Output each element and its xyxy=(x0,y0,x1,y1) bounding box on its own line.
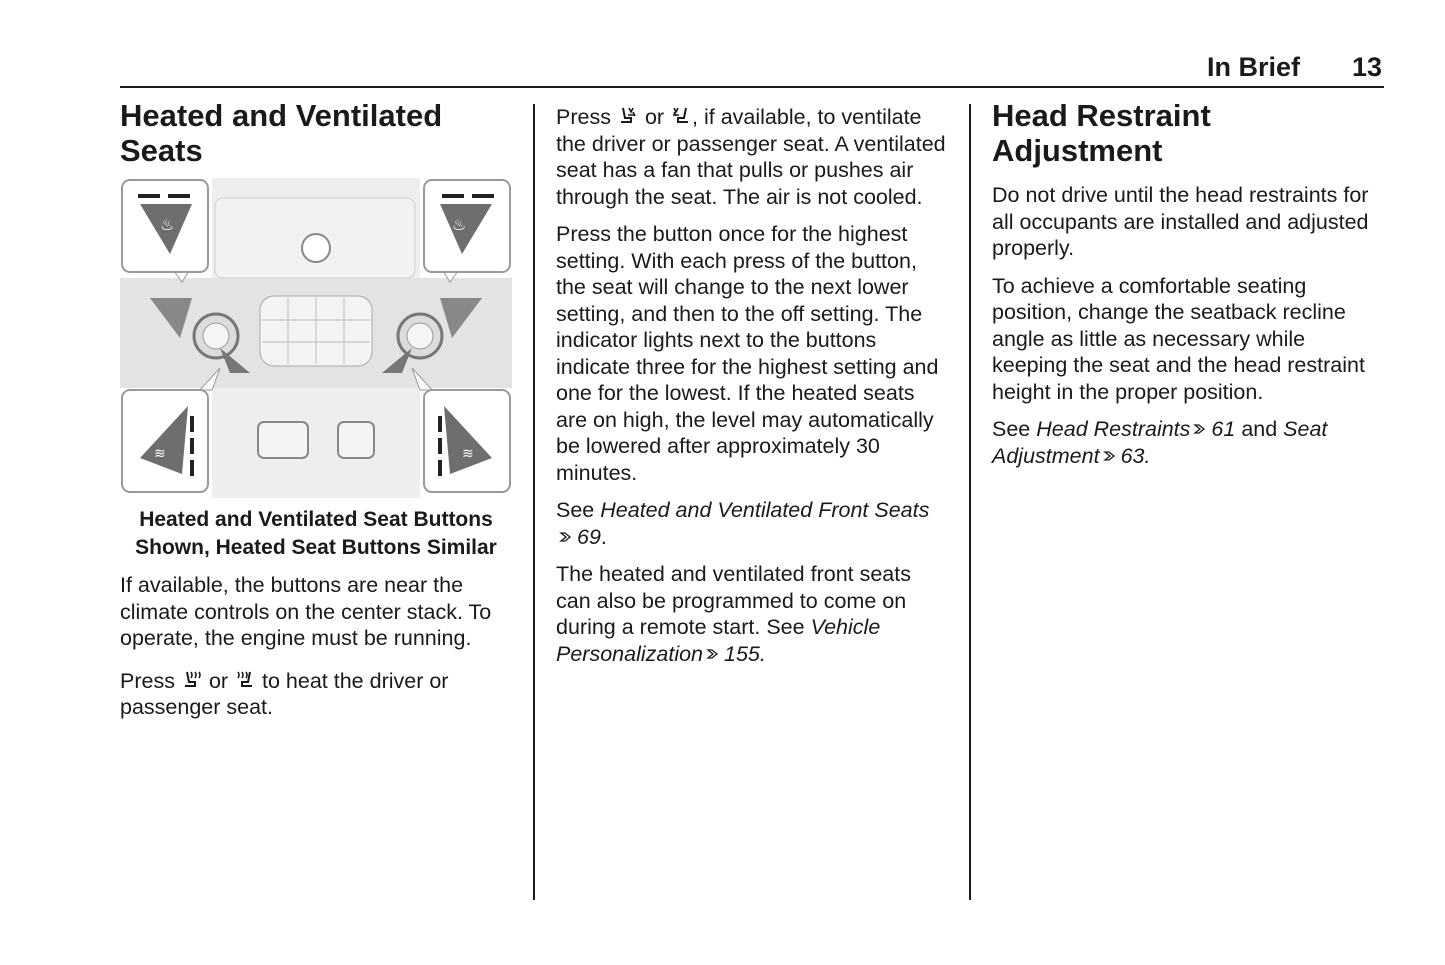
ref-page-69[interactable]: 69 xyxy=(577,524,601,549)
section-title: In Brief xyxy=(1206,52,1300,82)
column-3 xyxy=(992,98,1384,480)
paragraph-do-not-drive: Do not drive until the head restraints for all occupants are installed and adjusted properly. xyxy=(992,183,1369,260)
heated-seat-passenger-icon xyxy=(234,668,256,690)
ref-page-63[interactable]: 63 xyxy=(1120,443,1145,468)
page-reference-arrow-icon xyxy=(706,647,720,661)
callout-ventilated-passenger xyxy=(424,180,510,272)
svg-text:≋: ≋ xyxy=(462,446,474,462)
ventilated-seat-passenger-icon xyxy=(670,104,692,126)
paragraph-see-head-restraints: See Head Restraints 61 and Seat Adjustment 63. xyxy=(992,417,1328,468)
header-rule xyxy=(120,86,1384,88)
page-reference-arrow-icon xyxy=(1193,422,1207,436)
page-number: 13 xyxy=(1351,52,1382,82)
column-divider-1 xyxy=(533,104,535,900)
column-2 xyxy=(556,98,948,678)
ref-head-restraints[interactable]: Head Restraints xyxy=(1036,417,1191,441)
column-1 xyxy=(120,98,512,732)
seat-buttons-figure xyxy=(120,178,512,498)
callout-heated-driver xyxy=(122,390,208,492)
heated-seat-driver-icon xyxy=(181,668,203,690)
ref-heated-ventilated-front-seats[interactable]: Heated and Ventilated Front Seats xyxy=(600,498,930,522)
paragraph-see-heated-ventilated: See Heated and Ventilated Front Seats69. xyxy=(556,498,930,549)
svg-text:♨: ♨ xyxy=(452,215,467,234)
callout-ventilated-driver xyxy=(122,180,208,272)
heading-heated-ventilated-seats: Heated and Ventilated Seats xyxy=(120,98,443,168)
ref-page-61[interactable]: 61 xyxy=(1211,417,1236,441)
paragraph-vent-press: Press or , if available, to ventilate the driver or passenger seat. A ventilated seat has a fan that pulls or pushes air through the seat. The air is not cooled. xyxy=(556,105,946,209)
hazard-button-icon xyxy=(302,234,330,262)
paragraph-settings: Press the button once for the highest setting. With each press of the button, the seat will change to the next lower setting, and then to the off setting. The indicator lights next to the buttons indicate three for the highest setting and one for the lowest. If the heated seats are on high, the level may automatically be lowered after approximately 30 minutes. xyxy=(556,222,939,485)
ref-vehicle-personalization[interactable]: Vehicle Personalization xyxy=(556,615,881,666)
page-reference-arrow-icon xyxy=(1103,449,1117,463)
svg-text:♨: ♨ xyxy=(160,215,175,234)
paragraph-location: If available, the buttons are near the climate controls on the center stack. To operate, the engine must be running. xyxy=(120,573,492,650)
usb-port xyxy=(258,422,308,458)
paragraph-remote-start: The heated and ventilated front seats can also be programmed to come on during a remote start. See Vehicle Personalization 155. xyxy=(556,562,911,666)
column-divider-2 xyxy=(969,104,971,900)
paragraph-comfortable-position: To achieve a comfortable seating position, change the seatback recline angle as little as necessary while keeping the seat and the head restraint height in the proper position. xyxy=(992,273,1365,404)
ref-seat-adjustment[interactable]: Seat Adjustment xyxy=(992,417,1328,468)
running-header xyxy=(120,52,1384,86)
ventilated-seat-driver-icon xyxy=(617,104,639,126)
callout-heated-passenger xyxy=(424,390,510,492)
figure-caption: Heated and Ventilated Seat Buttons Shown, Heated Seat Buttons Similar xyxy=(135,508,497,559)
aux-port xyxy=(338,422,374,458)
heading-head-restraint-adjustment: Head Restraint Adjustment xyxy=(992,98,1211,168)
svg-text:≋: ≋ xyxy=(154,446,166,462)
page-reference-arrow-icon xyxy=(559,530,573,544)
ref-page-155[interactable]: 155 xyxy=(724,641,760,666)
paragraph-heat-press: Press or to heat the driver or passenger seat. xyxy=(120,668,449,719)
